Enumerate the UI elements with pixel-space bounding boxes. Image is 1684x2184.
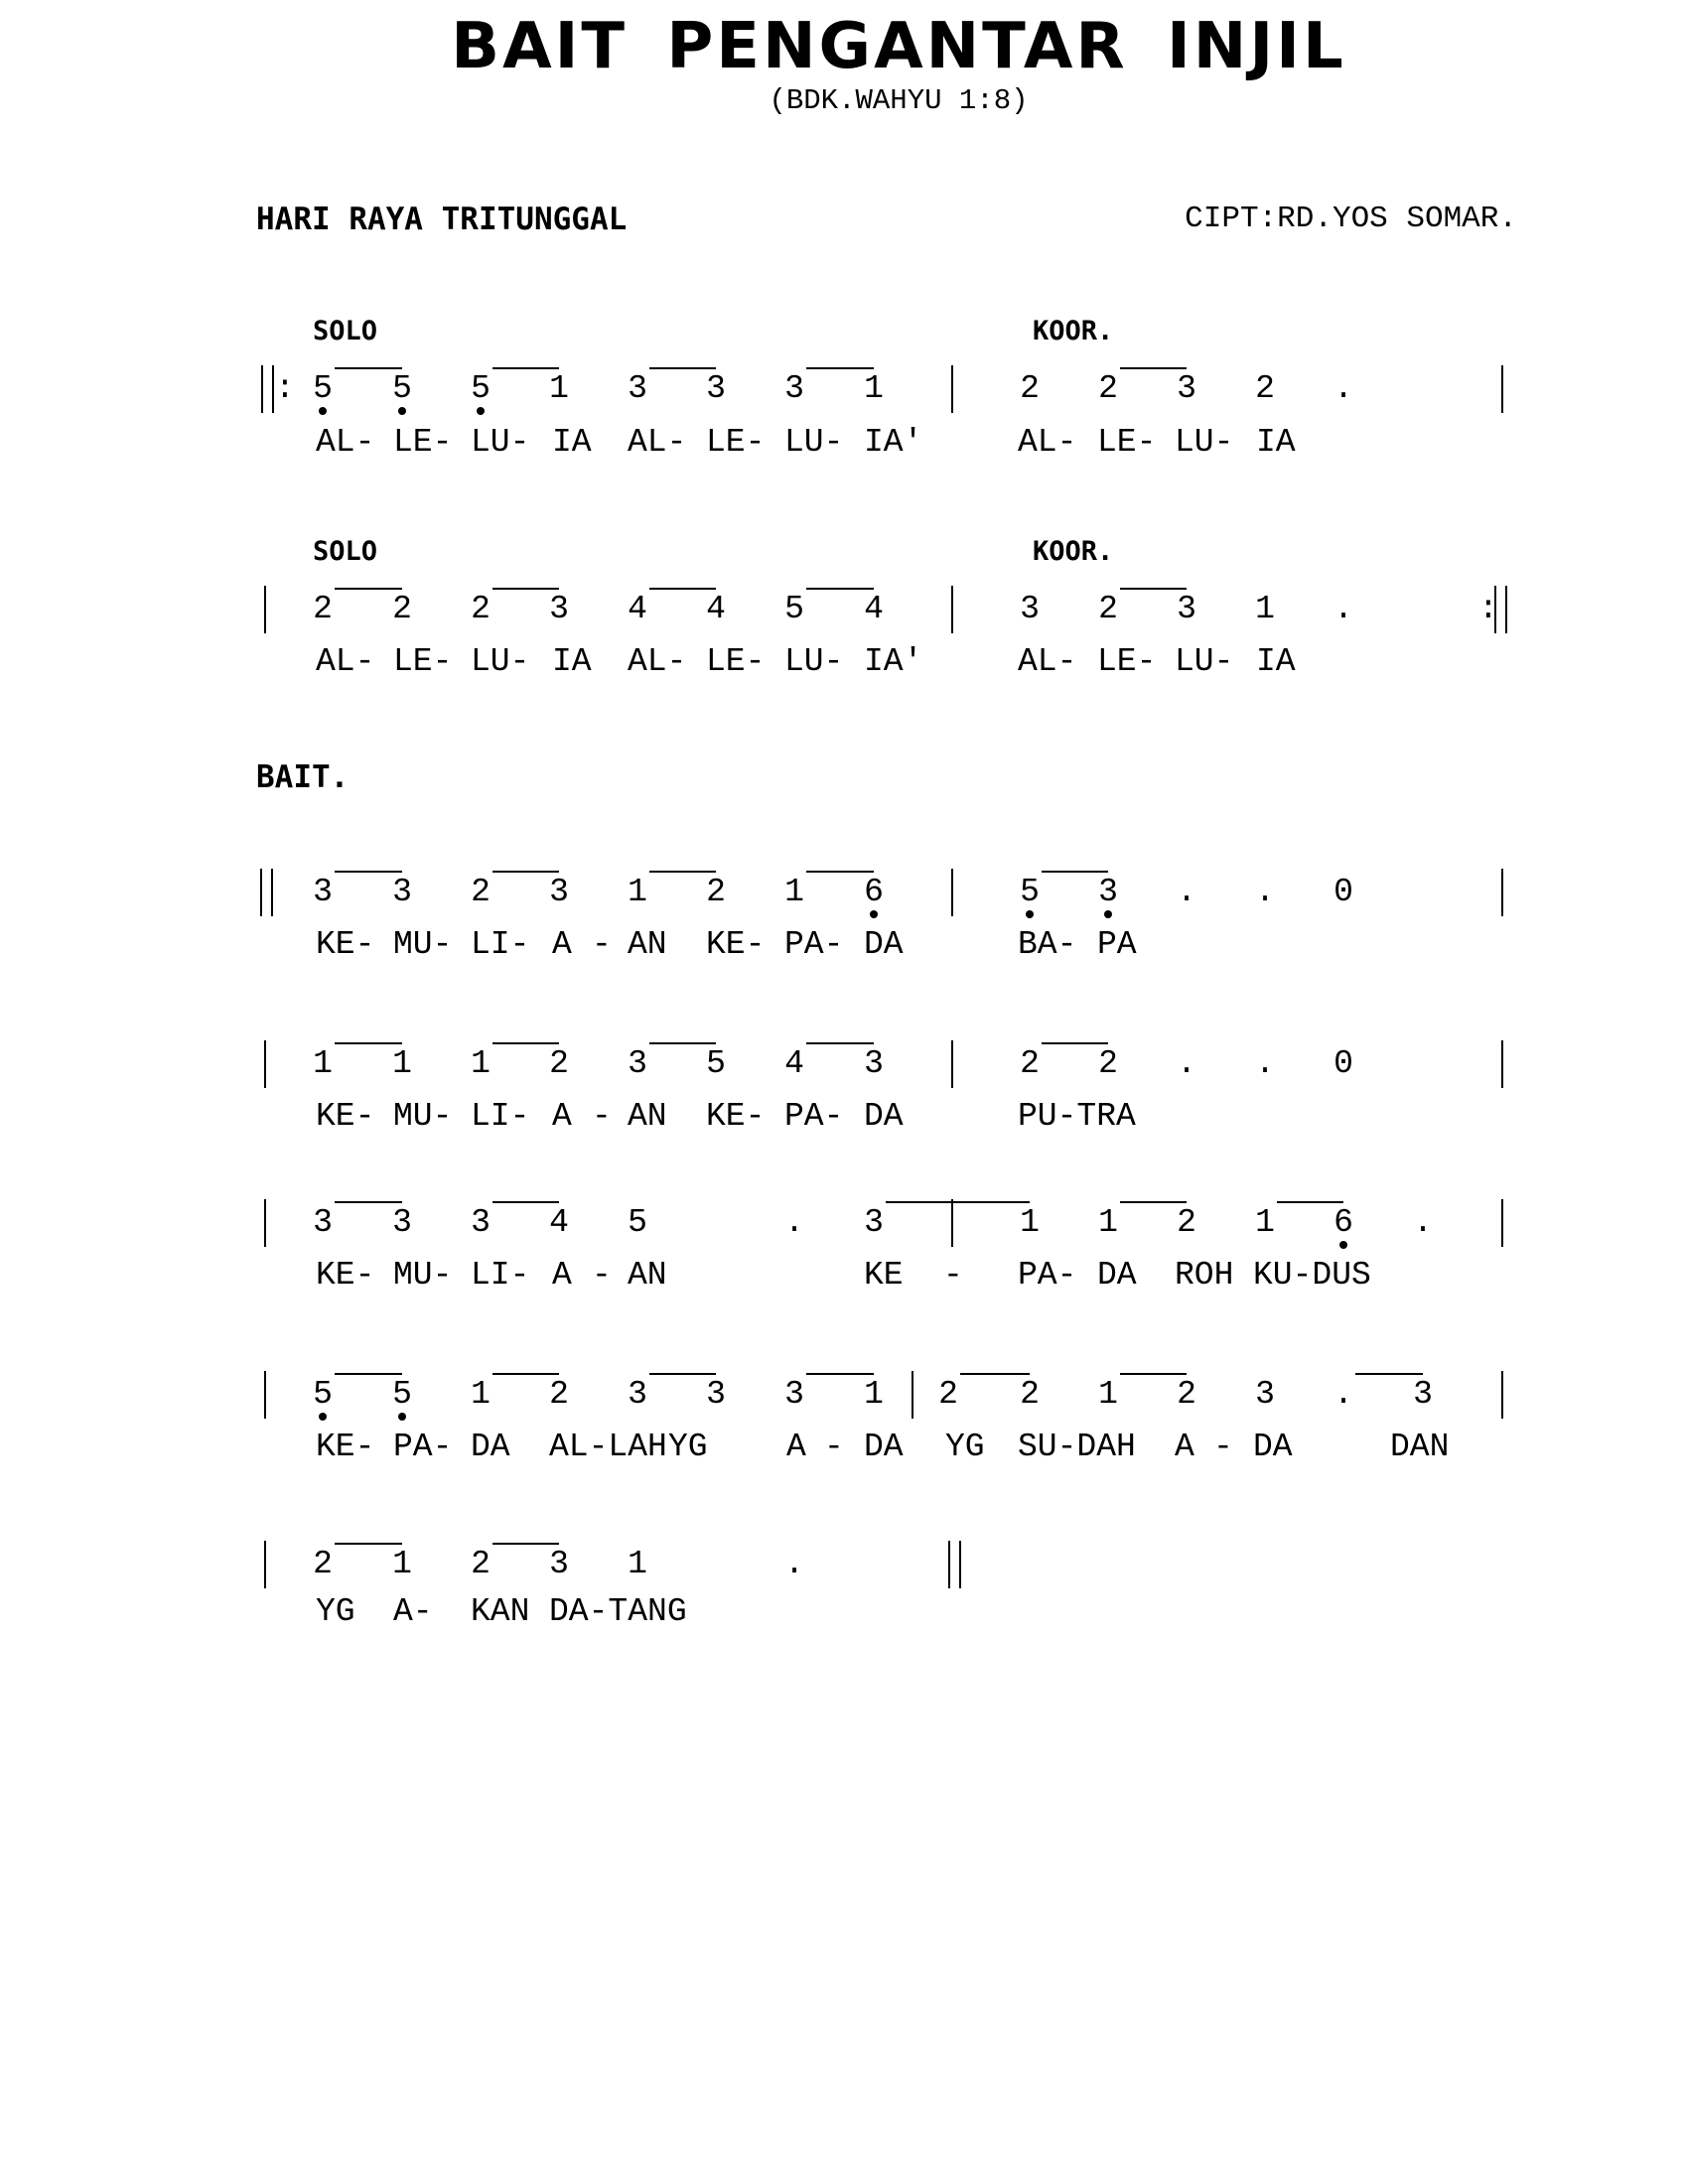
lower-octave-dot xyxy=(1026,910,1034,918)
lyric-syllable: - xyxy=(592,926,612,963)
note: 2 xyxy=(1177,1204,1196,1241)
beam-line xyxy=(1120,588,1187,590)
note: 1 xyxy=(628,874,647,910)
lyric-syllable: DA xyxy=(471,1429,510,1465)
note: 4 xyxy=(628,591,647,627)
lyric-syllable: PA- xyxy=(784,926,844,963)
lyric-syllable: KE- xyxy=(316,1098,375,1135)
note: 5 xyxy=(706,1045,726,1082)
note: 4 xyxy=(549,1204,569,1241)
note: 3 xyxy=(706,370,726,407)
note: 1 xyxy=(392,1546,412,1582)
bar-line xyxy=(912,1371,913,1419)
note: 5 xyxy=(1010,873,1050,912)
beam-line xyxy=(649,871,716,873)
lyric-syllable: PA- xyxy=(393,1429,453,1465)
note: 4 xyxy=(784,1045,804,1082)
lyric-syllable: ROH xyxy=(1175,1257,1234,1294)
note: 3 xyxy=(1177,591,1196,627)
note: . xyxy=(784,1546,804,1582)
note: 6 xyxy=(1324,1203,1363,1243)
beam-line xyxy=(335,871,402,873)
beam-line xyxy=(649,588,716,590)
lyric-syllable: KE- xyxy=(706,926,766,963)
bar-line xyxy=(264,1199,266,1247)
double-bar-line xyxy=(260,869,273,916)
koor-label: KOOR. xyxy=(1033,536,1114,567)
note: 1 xyxy=(628,1546,647,1582)
note: 3 xyxy=(1088,873,1128,912)
lyric-syllable: YG xyxy=(945,1429,985,1465)
beam-line xyxy=(806,1373,874,1375)
repeat-colon: : xyxy=(275,370,295,407)
beam-line xyxy=(492,1201,559,1203)
note: 5 xyxy=(303,369,343,409)
beam-line xyxy=(492,1373,559,1375)
note: 3 xyxy=(392,1204,412,1241)
lyric-syllable: DA xyxy=(1097,1257,1137,1294)
note: 1 xyxy=(313,1045,333,1082)
lyric-syllable: YG xyxy=(668,1429,708,1465)
lyric-syllable: A- xyxy=(393,1593,433,1630)
note: 3 xyxy=(1255,1376,1275,1413)
lyric-syllable: KE- xyxy=(316,926,375,963)
lyric-syllable: A xyxy=(552,1257,572,1294)
lyric-syllable: LE- xyxy=(1097,643,1157,680)
lyric-syllable: AL- xyxy=(628,643,687,680)
lyric-syllable: - xyxy=(1213,1429,1233,1465)
lyric-syllable: LU- xyxy=(1175,643,1234,680)
lyric-syllable: YG xyxy=(316,1593,355,1630)
lower-octave-dot xyxy=(319,407,327,415)
beam-line xyxy=(806,1042,874,1044)
beam-line xyxy=(335,1042,402,1044)
note: 2 xyxy=(1177,1376,1196,1413)
note: 3 xyxy=(549,874,569,910)
bar-line xyxy=(1501,1199,1503,1247)
repeat-start-bar xyxy=(261,365,274,413)
note: 2 xyxy=(549,1045,569,1082)
bar-line xyxy=(264,1541,266,1588)
note: . xyxy=(1177,1045,1196,1082)
lyric-syllable: LU- xyxy=(471,424,530,461)
note: 1 xyxy=(1020,1204,1040,1241)
lyric-syllable: DA xyxy=(1253,1429,1293,1465)
lyric-syllable: AL- xyxy=(1018,643,1077,680)
double-bar-line xyxy=(948,1541,961,1588)
solo-label: SOLO xyxy=(313,536,378,567)
beam-line xyxy=(335,1201,402,1203)
lyric-syllable: KE- xyxy=(706,1098,766,1135)
note: . xyxy=(784,1204,804,1241)
note: 2 xyxy=(549,1376,569,1413)
lyric-syllable: PA xyxy=(1097,926,1137,963)
note: 1 xyxy=(1255,591,1275,627)
note: 3 xyxy=(864,1045,884,1082)
note: 3 xyxy=(1177,370,1196,407)
lyric-syllable: IA xyxy=(552,424,592,461)
lyric-syllable: KE- xyxy=(316,1257,375,1294)
note: 3 xyxy=(784,1376,804,1413)
lyric-syllable: A xyxy=(786,1429,806,1465)
beam-line xyxy=(1042,871,1108,873)
note: 2 xyxy=(706,874,726,910)
beam-line xyxy=(806,871,874,873)
beam-line xyxy=(492,1543,559,1545)
lyric-syllable: AN xyxy=(628,926,667,963)
lyric-syllable: - xyxy=(592,1098,612,1135)
bar-line xyxy=(951,365,953,413)
lyric-syllable: MU- xyxy=(393,1098,453,1135)
beam-line xyxy=(492,1042,559,1044)
lyric-syllable: AL- xyxy=(316,424,375,461)
lyric-syllable: LE- xyxy=(393,643,453,680)
lower-octave-dot xyxy=(477,407,485,415)
lyric-syllable: - xyxy=(592,1257,612,1294)
lyric-syllable: LE- xyxy=(1097,424,1157,461)
koor-label: KOOR. xyxy=(1033,316,1114,346)
note: 3 xyxy=(1413,1376,1433,1413)
beam-line xyxy=(649,1373,716,1375)
lyric-syllable: BA- xyxy=(1018,926,1077,963)
song-title: BAIT PENGANTAR INJIL xyxy=(451,10,1346,83)
bar-line xyxy=(264,586,266,633)
bar-line xyxy=(951,586,953,633)
note: 6 xyxy=(854,873,894,912)
beam-line xyxy=(1277,1201,1343,1203)
note: 3 xyxy=(864,1204,884,1241)
beam-line xyxy=(1120,1201,1187,1203)
beam-line xyxy=(806,588,874,590)
note: 2 xyxy=(313,591,333,627)
note: 1 xyxy=(549,370,569,407)
bar-line xyxy=(264,1040,266,1088)
beam-line xyxy=(335,588,402,590)
beam-line xyxy=(649,367,716,369)
note: . xyxy=(1333,591,1353,627)
lower-octave-dot xyxy=(1339,1241,1347,1249)
lower-octave-dot xyxy=(1104,910,1112,918)
note: 5 xyxy=(628,1204,647,1241)
lyric-syllable: DAN xyxy=(1390,1429,1450,1465)
note: 1 xyxy=(864,370,884,407)
bar-line xyxy=(1501,365,1503,413)
lower-octave-dot xyxy=(319,1413,327,1421)
note: 0 xyxy=(1333,874,1353,910)
beam-line xyxy=(335,1373,402,1375)
note: 3 xyxy=(471,1204,491,1241)
bar-line xyxy=(951,1199,953,1247)
lyric-syllable: LI- xyxy=(471,1098,530,1135)
lyric-syllable: PU-TRA xyxy=(1018,1098,1136,1135)
lyric-syllable: AL-LAH xyxy=(549,1429,667,1465)
note: 2 xyxy=(1255,370,1275,407)
composer-credit: CIPT:RD.YOS SOMAR. xyxy=(1185,202,1517,236)
lyric-syllable: A xyxy=(1175,1429,1194,1465)
lyric-syllable: KAN xyxy=(471,1593,530,1630)
note: 5 xyxy=(382,1375,422,1415)
note: 3 xyxy=(628,1045,647,1082)
lyric-syllable: DA xyxy=(864,1429,904,1465)
lyric-syllable: AL- xyxy=(1018,424,1077,461)
note: 3 xyxy=(628,1376,647,1413)
lyric-syllable: IA xyxy=(1256,424,1296,461)
lyric-syllable: AL- xyxy=(316,643,375,680)
note: . xyxy=(1333,370,1353,407)
note: 3 xyxy=(1020,591,1040,627)
lyric-syllable: MU- xyxy=(393,926,453,963)
bar-line xyxy=(1501,869,1503,916)
lyric-syllable: DA-TANG xyxy=(549,1593,687,1630)
bait-label: BAIT. xyxy=(256,759,350,795)
beam-line xyxy=(960,1373,1030,1375)
beam-line xyxy=(335,367,402,369)
lyric-syllable: LI- xyxy=(471,926,530,963)
note: 1 xyxy=(1255,1204,1275,1241)
lyric-syllable: LU- xyxy=(784,424,844,461)
lyric-syllable: LU- xyxy=(471,643,530,680)
note: 3 xyxy=(628,370,647,407)
note: 2 xyxy=(1098,1045,1118,1082)
note: 3 xyxy=(549,591,569,627)
lyric-syllable: A xyxy=(552,926,572,963)
note: 1 xyxy=(864,1376,884,1413)
lyric-syllable: PA- xyxy=(1018,1257,1077,1294)
lyric-syllable: IA xyxy=(1256,643,1296,680)
note: 2 xyxy=(1098,370,1118,407)
note: 1 xyxy=(471,1045,491,1082)
bar-line xyxy=(1501,1040,1503,1088)
repeat-end-bar xyxy=(1494,586,1507,633)
note: 2 xyxy=(313,1546,333,1582)
note: 2 xyxy=(1020,1045,1040,1082)
repeat-colon: : xyxy=(1478,591,1498,627)
note: . xyxy=(1413,1204,1433,1241)
lyric-syllable: - xyxy=(943,1257,963,1294)
note: 5 xyxy=(461,369,500,409)
note: 5 xyxy=(382,369,422,409)
lyric-syllable: LE- xyxy=(393,424,453,461)
lower-octave-dot xyxy=(870,910,878,918)
note: 5 xyxy=(303,1375,343,1415)
lyric-syllable: AN xyxy=(628,1257,667,1294)
lyric-syllable: IA' xyxy=(864,643,923,680)
lyric-syllable: DA xyxy=(864,926,904,963)
lyric-syllable: AN xyxy=(628,1098,667,1135)
lyric-syllable: AL- xyxy=(628,424,687,461)
beam-line xyxy=(806,367,874,369)
note: 5 xyxy=(784,591,804,627)
bar-line xyxy=(264,1371,266,1419)
note: . xyxy=(1177,874,1196,910)
lyric-syllable: KE xyxy=(864,1257,904,1294)
lower-octave-dot xyxy=(398,407,406,415)
note: 1 xyxy=(1098,1204,1118,1241)
note: 1 xyxy=(392,1045,412,1082)
beam-line xyxy=(649,1042,716,1044)
note: 0 xyxy=(1333,1045,1353,1082)
note: 3 xyxy=(392,874,412,910)
note: 4 xyxy=(864,591,884,627)
note: 1 xyxy=(1098,1376,1118,1413)
beam-line xyxy=(1355,1373,1423,1375)
note: . xyxy=(1255,874,1275,910)
note: 3 xyxy=(313,874,333,910)
lyric-syllable: - xyxy=(824,1429,844,1465)
lyric-syllable: LU- xyxy=(1175,424,1234,461)
beam-line xyxy=(886,1201,1030,1203)
note: 2 xyxy=(1098,591,1118,627)
note: 3 xyxy=(313,1204,333,1241)
note: 2 xyxy=(471,874,491,910)
solo-label: SOLO xyxy=(313,316,378,346)
occasion-label: HARI RAYA TRITUNGGAL xyxy=(256,202,628,237)
lyric-syllable: KE- xyxy=(316,1429,375,1465)
beam-line xyxy=(1042,1042,1108,1044)
lyric-syllable: IA' xyxy=(864,424,923,461)
lyric-syllable: LE- xyxy=(706,424,766,461)
note: 1 xyxy=(784,874,804,910)
lyric-syllable: A xyxy=(552,1098,572,1135)
lyric-syllable: IA xyxy=(552,643,592,680)
note: 2 xyxy=(471,1546,491,1582)
note: 2 xyxy=(471,591,491,627)
note: 4 xyxy=(706,591,726,627)
beam-line xyxy=(1120,367,1187,369)
note: . xyxy=(1333,1376,1353,1413)
lyric-syllable: SU-DAH xyxy=(1018,1429,1136,1465)
note: 2 xyxy=(392,591,412,627)
bar-line xyxy=(951,869,953,916)
note: 3 xyxy=(784,370,804,407)
lyric-syllable: KU-DUS xyxy=(1253,1257,1371,1294)
lyric-syllable: PA- xyxy=(784,1098,844,1135)
beam-line xyxy=(492,588,559,590)
lyric-syllable: LI- xyxy=(471,1257,530,1294)
note: 1 xyxy=(471,1376,491,1413)
note: 2 xyxy=(1020,370,1040,407)
beam-line xyxy=(335,1543,402,1545)
note: . xyxy=(1255,1045,1275,1082)
beam-line xyxy=(492,367,559,369)
note: 2 xyxy=(1020,1376,1040,1413)
lyric-syllable: MU- xyxy=(393,1257,453,1294)
lyric-syllable: DA xyxy=(864,1098,904,1135)
scripture-reference: (BDK.WAHYU 1:8) xyxy=(769,84,1029,117)
note: 2 xyxy=(938,1376,958,1413)
note: 3 xyxy=(549,1546,569,1582)
bar-line xyxy=(1501,1371,1503,1419)
beam-line xyxy=(492,871,559,873)
lower-octave-dot xyxy=(398,1413,406,1421)
lyric-syllable: LU- xyxy=(784,643,844,680)
lyric-syllable: LE- xyxy=(706,643,766,680)
beam-line xyxy=(1120,1373,1187,1375)
note: 3 xyxy=(706,1376,726,1413)
bar-line xyxy=(951,1040,953,1088)
